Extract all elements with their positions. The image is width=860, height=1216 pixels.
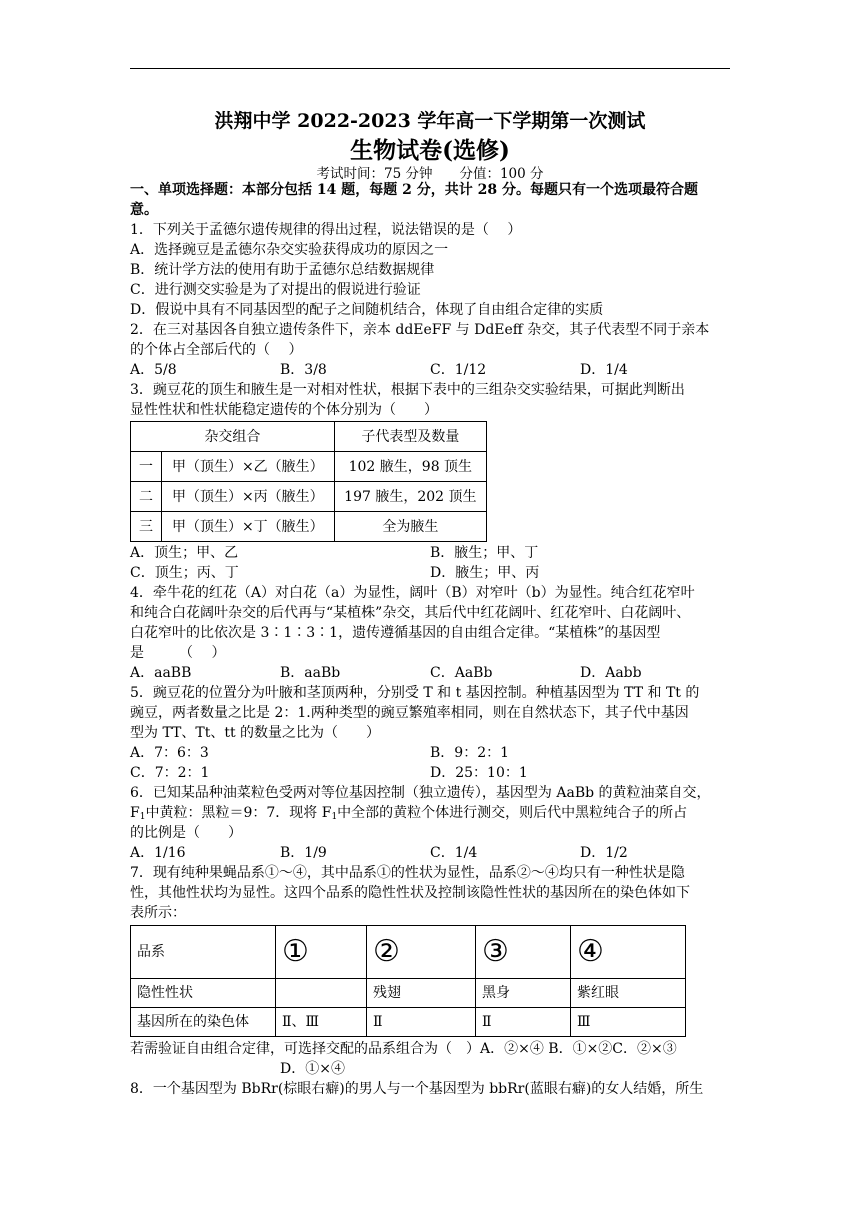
table-row: [131, 1008, 686, 1037]
q3-option-a: A．顶生；甲、乙: [130, 545, 239, 561]
table-cell: 残翅: [367, 979, 476, 1008]
q7-stem-cont: 性，其他性状均为显性。这四个品系的隐性性状及控制该隐性性状的基因所在的染色体如下: [130, 885, 690, 901]
q6-options: [130, 843, 730, 863]
q8-stem: 8．一个基因型为 BbRr(棕眼右癖)的男人与一个基因型为 bbRr(蓝眼右癖)的女人结婚，所生: [130, 1081, 704, 1097]
q5-options-row1: [130, 743, 730, 763]
q1-stem: 1．下列关于孟德尔遗传规律的得出过程，说法错误的是（ ）: [130, 222, 522, 238]
q3-table: [130, 421, 487, 542]
table-cell: Ⅱ: [476, 1008, 571, 1037]
q5-option-a: A．7：6：3: [130, 745, 209, 761]
table-cell: ④: [571, 926, 686, 979]
q6-option-b: B．1/9: [280, 845, 327, 861]
q6-stem-cont: 的比例是（ ）: [130, 825, 242, 841]
q1-option-d: D．假说中具有不同基因型的配子之间随机结合，体现了自由组合定律的实质: [130, 302, 604, 318]
table-cell: 三: [131, 512, 162, 542]
table-cell: 紫红眼: [571, 979, 686, 1008]
q4-stem-cont: 是 （ ）: [130, 645, 226, 661]
table-row: [131, 979, 686, 1008]
table-row: [131, 926, 686, 979]
q4-stem-cont: 和纯合白花阔叶杂交的后代再与“某植株”杂交，其后代中红花阔叶、红花窄叶、白花阔叶、: [130, 605, 691, 621]
q3-option-d: D．腋生；甲、丙: [430, 565, 540, 581]
section-heading: 一、单项选择题：本部分包括 14 题，每题 2 分，共计 28 分。每题只有一个选项最符合题: [130, 182, 698, 198]
table-header: 杂交组合: [131, 422, 335, 452]
q5-stem-cont: 型为 TT、Tt、tt 的数量之比为（ ）: [130, 725, 381, 741]
q3-option-c: C．顶生；丙、丁: [130, 565, 239, 581]
q1-option-c: C．进行测交实验是为了对提出的假说进行验证: [130, 282, 421, 298]
q5-stem: 5．豌豆花的位置分为叶腋和茎顶两种，分别受 T 和 t 基因控制。种植基因型为 TT 和 Tt 的: [130, 685, 700, 701]
table-cell: Ⅱ、Ⅲ: [276, 1008, 367, 1037]
table-cell: 品系: [131, 926, 276, 979]
q3-options-row2: [130, 563, 730, 583]
table-cell: 隐性性状: [131, 979, 276, 1008]
table-row: [131, 512, 487, 542]
q5-option-b: B．9：2：1: [430, 745, 510, 761]
q2-option-a: A．5/8: [130, 362, 177, 378]
q1-option-b: B．统计学方法的使用有助于孟德尔总结数据规律: [130, 262, 435, 278]
table-row: [131, 482, 487, 512]
q2-option-c: C．1/12: [430, 362, 487, 378]
q2-option-b: B．3/8: [280, 362, 327, 378]
section-heading-cont: 意。: [130, 202, 158, 218]
table-cell: ①: [276, 926, 367, 979]
table-row: [131, 422, 487, 452]
q7-after-cont: D．①×④: [280, 1061, 345, 1077]
table-cell: 黑身: [476, 979, 571, 1008]
table-cell: Ⅲ: [571, 1008, 686, 1037]
q6-stem-cont: $F_1$中黄粒：黑粒＝9：7．现将 $F_1$中全部的黄粒个体进行测交，则后代中黑粒纯合子的所占: [130, 805, 688, 822]
q7-table: [130, 925, 686, 1037]
exam-meta: 考试时间：75 分钟 分值：100 分: [316, 166, 544, 182]
q3-stem: 3．豌豆花的顶生和腋生是一对相对性状，根据下表中的三组杂交实验结果，可据此判断出: [130, 382, 685, 398]
q5-option-c: C．7：2：1: [130, 765, 210, 781]
q4-stem: 4．牵牛花的红花（A）对白花（a）为显性，阔叶（B）对窄叶（b）为显性。纯合红花窄叶: [130, 585, 695, 601]
q3-stem-cont: 显性性状和性状能稳定遗传的个体分别为（ ）: [130, 402, 438, 418]
table-cell: 197 腋生，202 顶生: [334, 482, 486, 512]
q4-options: [130, 663, 730, 683]
q4-stem-cont: 白花窄叶的比依次是 3∶1∶3∶1，遗传遵循基因的自由组合定律。“某植株”的基因型: [130, 625, 661, 641]
q7-stem-cont: 表所示：: [130, 905, 186, 921]
table-cell: 一: [131, 452, 162, 482]
exam-subtitle: 生物试卷(选修): [350, 137, 510, 164]
q4-option-b: B．aaBb: [280, 665, 341, 681]
q4-option-a: A．aaBB: [130, 665, 192, 681]
table-cell: [276, 979, 367, 1008]
table-cell: ③: [476, 926, 571, 979]
table-cell: 全为腋生: [334, 512, 486, 542]
table-cell: 甲（顶生）×乙（腋生）: [162, 452, 335, 482]
table-cell: 甲（顶生）×丙（腋生）: [162, 482, 335, 512]
q7-stem: 7．现有纯种果蝇品系①～④，其中品系①的性状为显性，品系②～④均只有一种性状是隐: [130, 865, 685, 881]
q4-option-d: D．Aabb: [580, 665, 642, 681]
q5-options-row2: [130, 763, 730, 783]
q1-option-a: A．选择豌豆是孟德尔杂交实验获得成功的原因之一: [130, 242, 449, 258]
q6-option-d: D．1/2: [580, 845, 628, 861]
q4-option-c: C．AaBb: [430, 665, 493, 681]
q2-stem: 2．在三对基因各自独立遗传条件下，亲本 ddEeFF 与 DdEeff 杂交，其子代表型不同于亲本: [130, 322, 710, 338]
q7-after: 若需验证自由组合定律，可选择交配的品系组合为（ ）A．②×④ B．①×②C．②×③: [130, 1041, 677, 1057]
q6-option-a: A．1/16: [130, 845, 186, 861]
table-cell: ②: [367, 926, 476, 979]
q6-option-c: C．1/4: [430, 845, 478, 861]
table-header: 子代表型及数量: [334, 422, 486, 452]
exam-content: [130, 180, 730, 1099]
table-cell: 基因所在的染色体: [131, 1008, 276, 1037]
q5-option-d: D．25：10：1: [430, 765, 528, 781]
table-cell: Ⅱ: [367, 1008, 476, 1037]
q6-stem: 6．已知某品种油菜粒色受两对等位基因控制（独立遗传），基因型为 AaBb 的黄粒油菜自交，: [130, 785, 711, 801]
table-cell: 二: [131, 482, 162, 512]
exam-title: 洪翔中学 2022-2023 学年高一下学期第一次测试: [214, 110, 646, 132]
q3-options-row1: [130, 543, 730, 563]
q2-option-d: D．1/4: [580, 362, 628, 378]
q2-options: [130, 360, 730, 380]
table-row: [131, 452, 487, 482]
table-cell: 甲（顶生）×丁（腋生）: [162, 512, 335, 542]
top-rule: [130, 68, 730, 69]
table-cell: 102 腋生，98 顶生: [334, 452, 486, 482]
q5-stem-cont: 豌豆，两者数量之比是 2：1.两种类型的豌豆繁殖率相同，则在自然状态下，其子代中基因: [130, 705, 689, 721]
q3-option-b: B．腋生；甲、丁: [430, 545, 539, 561]
q2-stem-cont: 的个体占全部后代的（ ）: [130, 342, 303, 358]
